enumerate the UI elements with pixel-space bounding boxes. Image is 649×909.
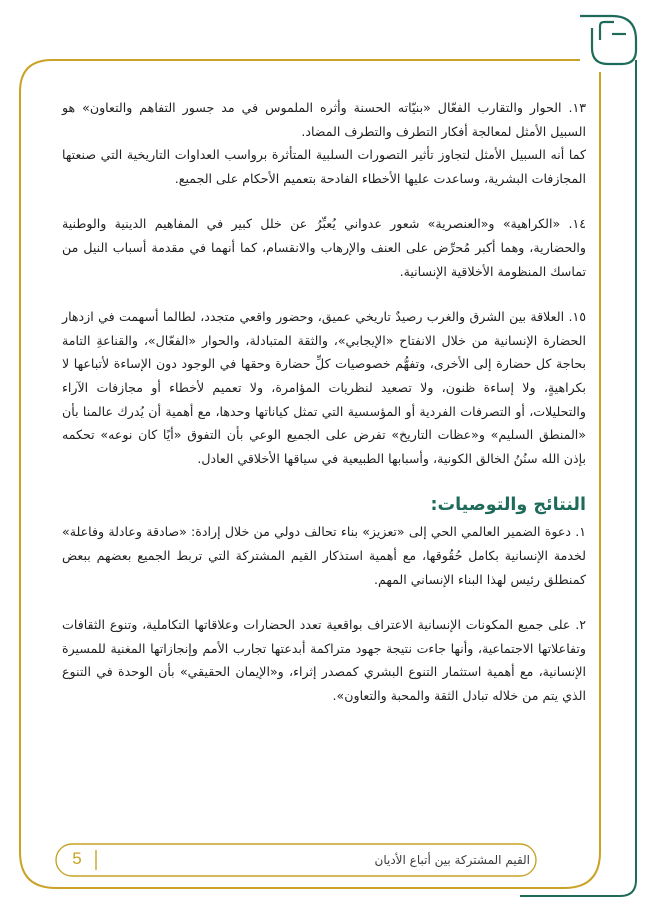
spacer	[62, 190, 586, 212]
main-content	[62, 96, 586, 707]
spacer	[62, 283, 586, 305]
paragraph-15: ١٥. العلاقة بين الشرق والغرب رصيدٌ تاريخي عميق، وحضور واقعي متجدد، لطالما أسهمت في ازدهار الحضارة الإنسانية من خلال الانفتاح «الإيجابي»، والثقة المتبادلة، والحوار «الفعّال»، والقناعةِ التامة بحاجة كل حضارة إلى الأخرى، وتفهُّم خصوصيات كلِّ حضارة وحقها في الوجود دون الإساءة لأتباعها لا بكراهيةٍ، ولا إساءة ظنون، ولا تصعيد لنظريات المؤامرة، ولا تعميم لأخطاء أو مجازفات الآراء والتحليلات، أو التصرفات الفردية أو المؤسسية التي تمثل كياناتها وحدها، مع أهمية أن يُدرك عالمنا بأن «المنطق السليم» و«عظات التاريخ» تفرض على الجميع الوعي بأن التفوق «أيًا كان نوعه» تحكمه بإذن الله سنُنُ الخالق الكونية، وأسبابها الطبيعية في سياقها الأخلاقي العادل.	[62, 309, 586, 466]
page-number: 5	[72, 849, 82, 868]
paragraph-14: ١٤. «الكراهية» و«العنصرية» شعور عدواني يُعبِّرُ عن خلل كبير في المفاهيم الدينية والوطنية والحضارية، وهما أكبر مُحرِّض على العنف والإرهاب والانقسام، كما أنهما في مقدمة أسباب النيل من تماسك المنظومة الأخلاقية الإنسانية.	[62, 216, 586, 279]
recommendation-2: ٢. على جميع المكونات الإنسانية الاعتراف بواقعية تعدد الحضارات وعلاقاتها التكاملية، وتنوع الثقافات وتفاعلاتها الاجتماعية، وأنها جاءت نتيجة جهود متراكمة أبدعتها تجارب الأمم وإنجازاتها المغنية للمسيرة الإنسانية، مع أهمية استثمار التنوع البشري كمصدر إثراء، و«الإيمان الحقيقي» بأن الوحدة في التنوع الذي يتم من خلاله تبادل الثقة والمحبة والتعاون».	[62, 617, 586, 703]
corner-ornament-icon	[580, 16, 636, 64]
spacer	[62, 591, 586, 613]
paragraph-13-continued: كما أنه السبيل الأمثل لتجاوز تأثير التصورات السلبية المتأثرة برواسب العداوات التاريخية التي صنعتها المجازفات البشرية، وساعدت عليها الأخطاء الفادحة بتعميم الأحكام على الجميع.	[62, 147, 586, 186]
results-heading: النتائج والتوصيات:	[430, 495, 586, 516]
footer-book-title: القيم المشتركة بين أتباع الأديان	[374, 853, 530, 867]
spacer	[62, 470, 586, 492]
paragraph-13: ١٣. الحوار والتقارب الفعّال «بنيّاته الحسنة وأثره الملموس في مد جسور التفاهم والتعاون» هو السبيل الأمثل لمعالجة أفكار التطرف والتطرف المضاد.	[62, 100, 586, 139]
recommendation-1: ١. دعوة الضمير العالمي الحي إلى «تعزيز» بناء تحالف دولي من خلال إرادة: «صادقة وعادلة وفاعلة» لخدمة الإنسانية بكامل حُقُوقها، مع أهمية استذكار القيم المشتركة التي تربط الجميع بعضهم ببعض كمنطلق رئيس لهذا البناء الإنساني المهم.	[62, 524, 586, 587]
